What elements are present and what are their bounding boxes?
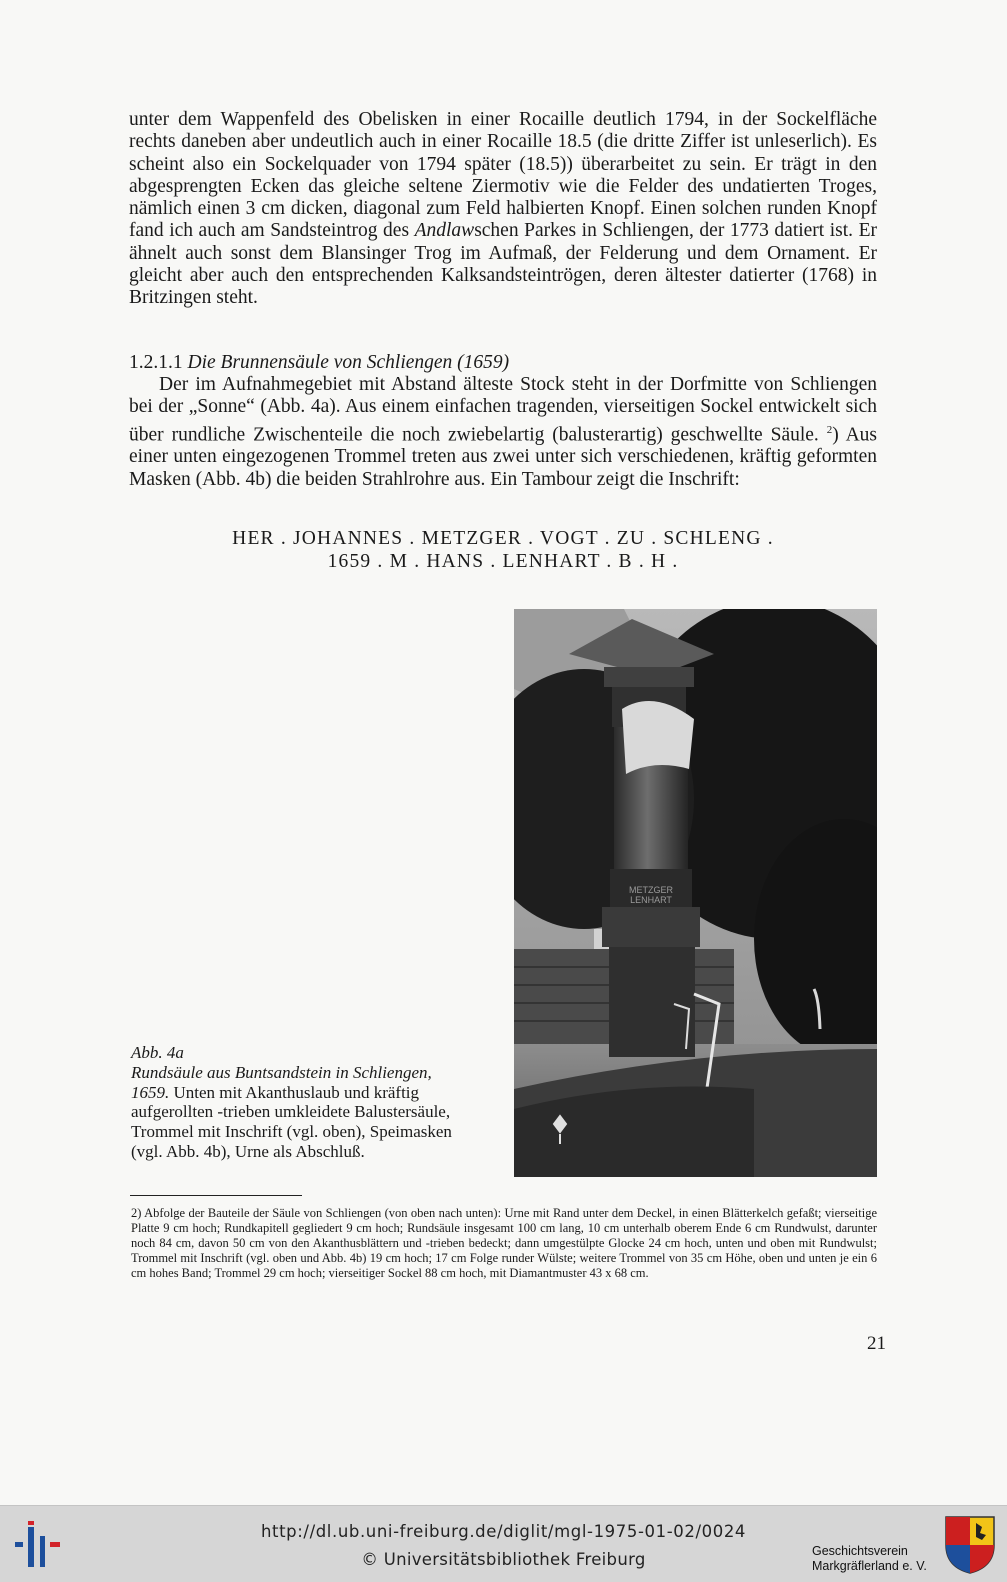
section-title: Die Brunnensäule von Schliengen (1659) — [187, 352, 510, 373]
page-number: 21 — [867, 1333, 886, 1354]
inscription-line-1: HER . JOHANNES . METZGER . VOGT . ZU . SCHLENG . — [232, 528, 774, 549]
photo-inscription-2: LENHART — [630, 895, 672, 905]
paragraph-2 — [129, 374, 877, 491]
coat-of-arms-icon[interactable] — [944, 1515, 996, 1575]
paragraph-1 — [129, 109, 877, 310]
section-number: 1.2.1.1 — [129, 352, 183, 373]
footer-bar — [0, 1505, 1007, 1582]
society-line-1: Geschichtsverein — [812, 1544, 908, 1558]
caption-label: Abb. 4a — [131, 1043, 184, 1062]
figure-caption — [131, 1043, 466, 1162]
footnote-divider — [130, 1195, 302, 1196]
photo-inscription-1: METZGER — [629, 885, 673, 895]
society-name[interactable] — [812, 1544, 942, 1574]
inscription-line-2: 1659 . M . HANS . LENHART . B . H . — [327, 551, 679, 572]
copyright-text: © Universitätsbibliothek Freiburg — [361, 1550, 646, 1569]
paragraph-1-name: Andlaw — [414, 220, 475, 242]
caption-title: Rundsäule aus Buntsandstein in Schliengen, 1659. — [131, 1062, 432, 1102]
document-url-link[interactable]: http://dl.ub.uni-freiburg.de/diglit/mgl-1975-01-02/0024 — [260, 1522, 747, 1541]
document-url[interactable] — [0, 1522, 1007, 1541]
footnote: 2) Abfolge der Bauteile der Säule von Schliengen (von oben nach unten): Urne mit Rand unter dem Deckel, in einen Blätterkelch gefaßt; vierseitige Platte 9 cm hoch; Rundkapitell gegliedert 9 cm hoch; Rundsäule insgesamt 100 cm lang, 10 cm unterhalb oberem Ende 6 cm Rundwulst, darunter noch 84 cm, davon 50 cm von den Akanthusblättern und -trieben bedeckt; dann umgestülpte Glocke 24 cm hoch, unten und oben mit Rundwulst; Trommel mit Inschrift (vgl. oben und Abb. 4b) 19 cm hoch; 17 cm Folge runder Wülste; weitere Trommel von 35 cm Höhe, oben und unten je ein 6 cm hohes Band; Trommel 29 cm hoch; vierseitiger Sockel 88 cm hoch, mit Diamantmuster 43 x 68 cm. — [131, 1206, 877, 1280]
caption-text: Unten mit Akanthuslaub und kräftig aufgerollten -trieben umkleidete Balustersäule, Trommel mit Inschrift (vgl. oben), Speimasken (vgl. Abb. 4b), Urne als Abschluß. — [131, 1082, 452, 1161]
section-heading — [129, 352, 877, 374]
paragraph-1-text: unter dem Wappenfeld des Obelisken in einer Rocaille deutlich 1794, in der Sockelfläche rechts daneben aber undeutlich auch in einer Rocaille 18.5 (die dritte Ziffer ist unleserlich). Es scheint also ein Sockelquader von 1794 später (18.5)) überarbeitet zu sein. Er trägt in den abgesprengten Ecken das gleiche seltene Ziermotiv wie die Felder des undatierten Troges, nämlich einen 3 cm dicken, diagonal zum Feld halbierten Knopf. Einen solchen runden Knopf fand ich auch am Sandsteintrog des — [129, 109, 877, 242]
fountain-photo — [514, 609, 877, 1177]
paragraph-1-rest: schen Parkes in Schliengen, der 1773 datiert ist. Er ähnelt auch sonst dem Blansinger Trog im Aufmaß, der Felderung und dem Ornament. Er gleicht aber auch den entsprechenden Kalksandsteintrögen, deren ältester datierter (1768) in Britzingen steht. — [129, 220, 878, 309]
footnote-marker[interactable]: 2 — [826, 423, 833, 436]
society-line-2: Markgräflerland e. V. — [812, 1559, 927, 1573]
paragraph-2-text: Der im Aufnahmegebiet mit Abstand älteste Stock steht in der Dorfmitte von Schliengen bei der „Sonne“ (Abb. 4a). Aus einem einfachen tragenden, vierseitigen Sockel entwickelt sich über rundliche Zwischenteile die noch zwiebelartig (balusterartig) geschwellte Säule. — [129, 374, 877, 446]
paragraph-2-rest: ) Aus einer unten eingezogenen Trommel treten aus zwei unter sich verschiedenen, kräftig geformten Masken (Abb. 4b) die beiden Strahlrohre aus. Ein Tambour zeigt die Inschrift: — [129, 424, 877, 490]
